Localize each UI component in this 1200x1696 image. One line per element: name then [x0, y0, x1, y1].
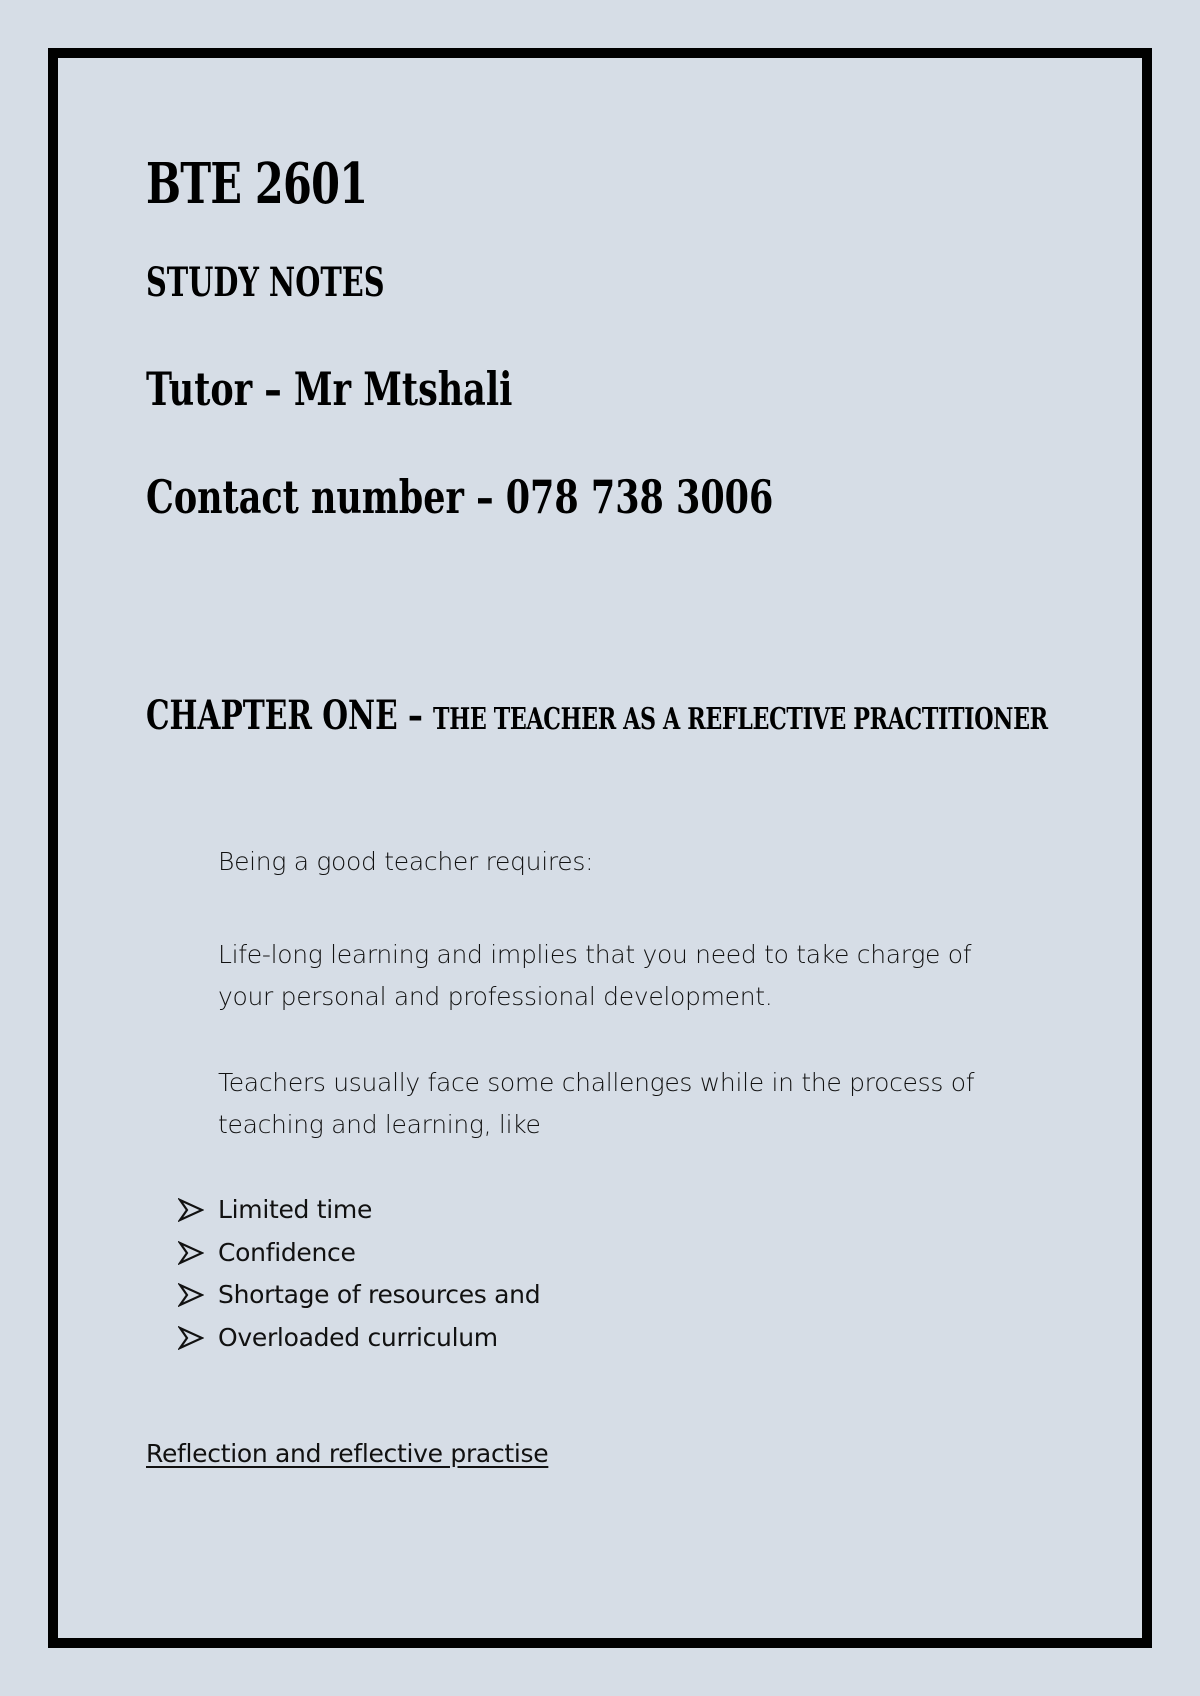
contact-line: Contact number – 078 738 3006 [146, 470, 774, 524]
paragraph-challenges: Teachers usually face some challenges while in the process of teaching and learning, like [218, 1068, 975, 1139]
section-heading-reflection: Reflection and reflective practise [146, 1439, 549, 1468]
paragraph-lifelong-learning: Life-long learning and implies that you need to take charge of your personal and professional development. [218, 940, 972, 1011]
list-item [178, 1274, 540, 1317]
course-code: BTE 2601 [146, 151, 368, 217]
list-item-label: Limited time [218, 1195, 373, 1224]
list-item [178, 1317, 540, 1360]
arrow-bullet-icon [178, 1283, 204, 1307]
list-item-label: Shortage of resources and [218, 1280, 541, 1309]
arrow-bullet-icon [178, 1241, 204, 1265]
intro-text: Being a good teacher requires: [218, 847, 594, 876]
list-item [178, 1189, 540, 1232]
tutor-line: Tutor – Mr Mtshali [146, 362, 513, 416]
arrow-bullet-icon [178, 1326, 204, 1350]
chapter-heading [146, 692, 1048, 739]
list-item [178, 1232, 540, 1275]
chapter-title: THE TEACHER AS A REFLECTIVE PRACTITIONER [433, 702, 1048, 737]
document-subtitle: STUDY NOTES [146, 259, 385, 306]
arrow-bullet-icon [178, 1198, 204, 1222]
challenges-list [178, 1189, 540, 1359]
chapter-label: CHAPTER ONE – [146, 692, 423, 739]
list-item-label: Confidence [218, 1237, 356, 1267]
list-item-label: Overloaded curriculum [218, 1322, 498, 1352]
